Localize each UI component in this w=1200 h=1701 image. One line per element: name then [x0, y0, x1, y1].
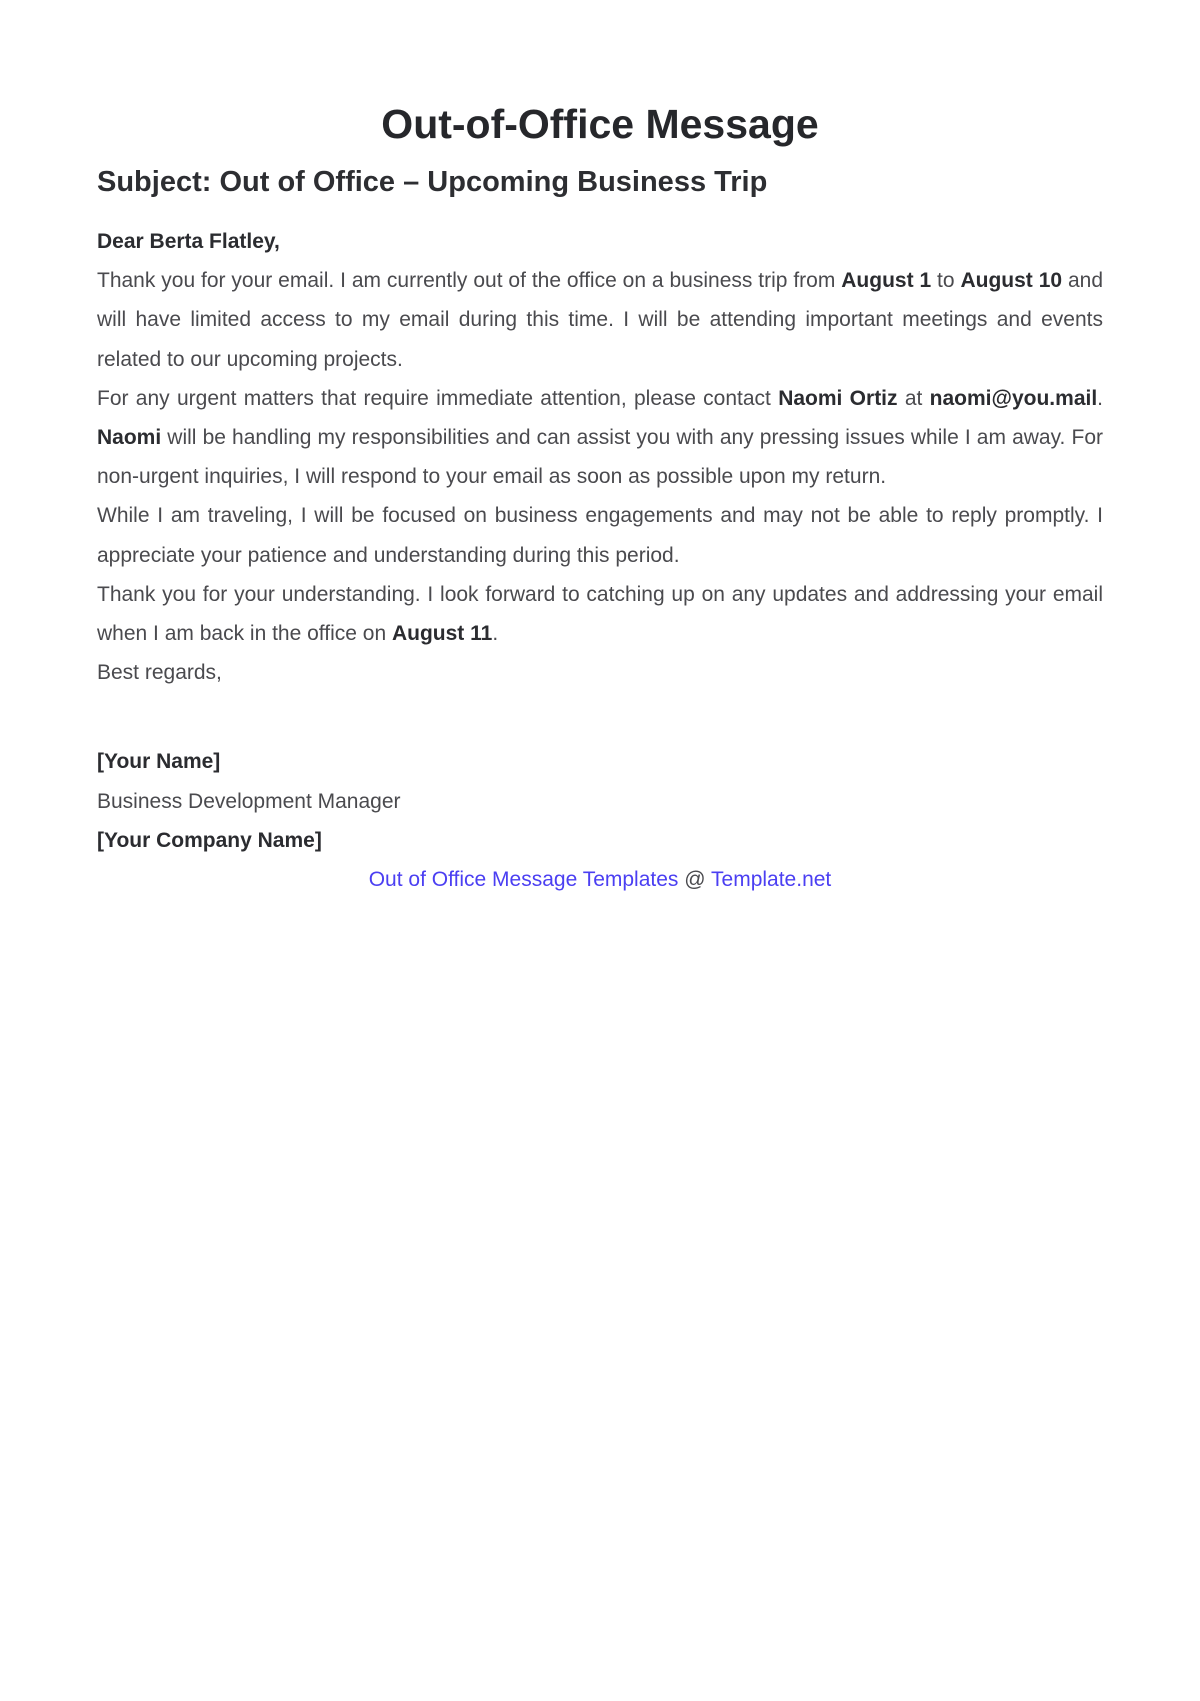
email-body — [97, 222, 1103, 899]
page-title: Out-of-Office Message — [381, 101, 819, 147]
greeting: Dear Berta Flatley, — [97, 230, 280, 253]
signature-name: [Your Name] — [97, 750, 221, 774]
contact-email: naomi@you.mail — [929, 386, 1098, 410]
document-page — [97, 96, 1103, 899]
paragraph-traveling: While I am traveling, I will be focused on business engagements and may not be able to reply promptly. I appreciate your patience and understanding during this period. — [97, 504, 1103, 567]
templates-link[interactable]: Out of Office Message Templates — [368, 868, 679, 892]
paragraph-trip — [97, 261, 1103, 379]
closing: Best regards, — [97, 661, 222, 685]
text: to — [931, 269, 961, 293]
at-sign: @ — [678, 868, 712, 892]
paragraph-contact — [97, 379, 1103, 497]
email-subject: Subject: Out of Office – Upcoming Business Trip — [97, 166, 768, 198]
text: . — [1097, 386, 1104, 410]
end-date: August 10 — [960, 269, 1063, 293]
text: at — [897, 386, 930, 410]
signature-role: Business Development Manager — [97, 789, 401, 813]
footer-attribution — [97, 860, 1103, 899]
start-date: August 1 — [841, 269, 932, 293]
text: and will have limited access to my email during this time. I will be attending important meetings and events related to our upcoming projects. — [97, 269, 1104, 371]
paragraph-return — [97, 575, 1103, 653]
text: Thank you for your email. I am currently out of the office on a business trip from — [97, 269, 842, 293]
text: For any urgent matters that require immediate attention, please contact — [97, 386, 779, 410]
contact-first-name: Naomi — [97, 426, 162, 450]
text: Thank you for your understanding. I look forward to catching up on any updates and addressing your email when I am back in the office on — [97, 582, 1103, 646]
return-date: August 11 — [391, 622, 493, 646]
text: will be handling my responsibilities and can assist you with any pressing issues while I am away. For non-urgent inquiries, I will respond to your email as soon as possible upon my return. — [97, 426, 1103, 489]
template-net-link[interactable]: Template.net — [711, 868, 832, 892]
signature-company: [Your Company Name] — [97, 828, 322, 852]
contact-name: Naomi Ortiz — [778, 386, 898, 410]
text: . — [492, 622, 499, 646]
